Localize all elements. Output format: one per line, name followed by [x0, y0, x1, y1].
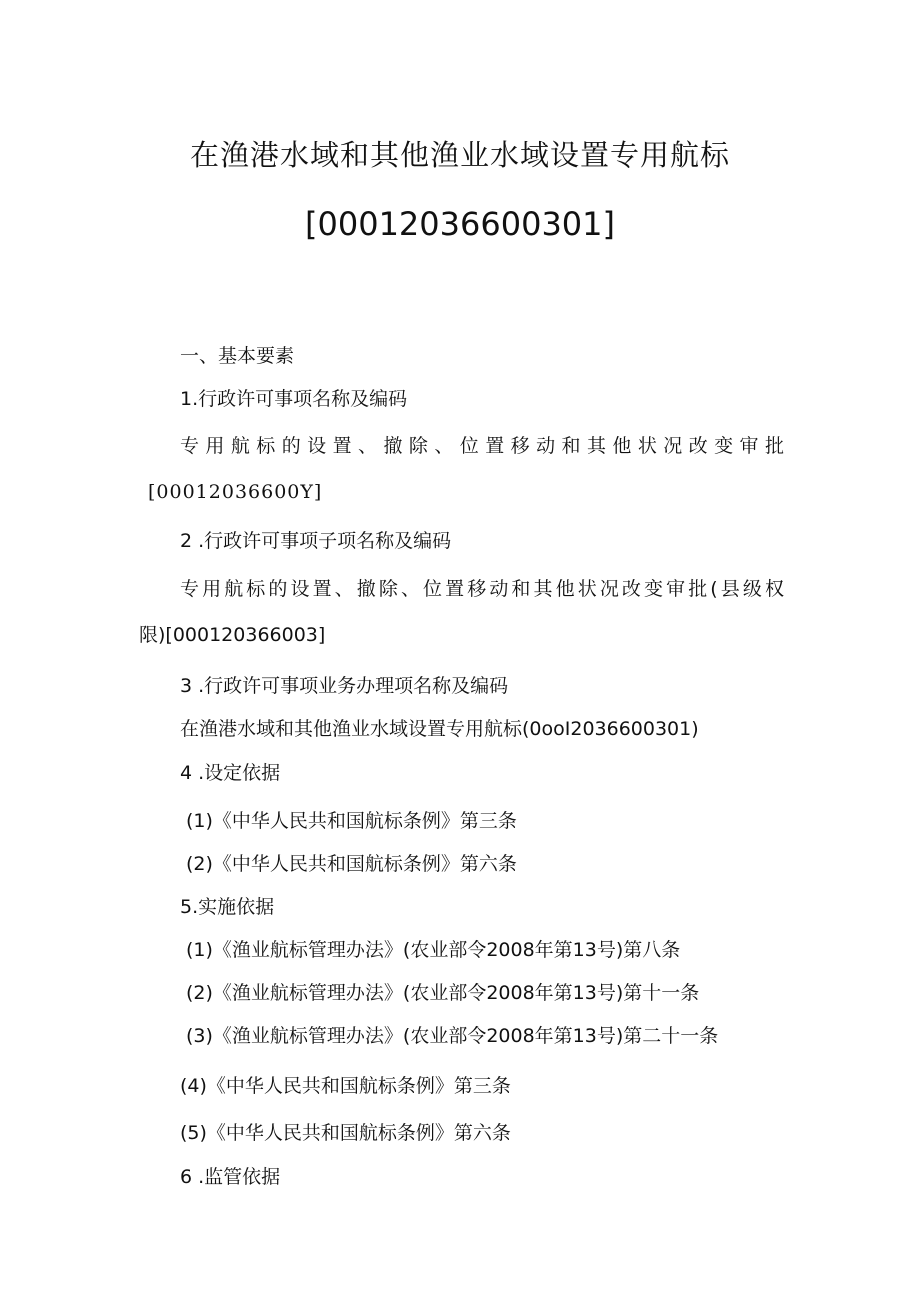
item-4-heading: 4 .设定依据: [180, 762, 281, 784]
item-1-heading: 1.行政许可事项名称及编码: [180, 388, 408, 410]
section-heading-basic-elements: 一、基本要素: [180, 345, 295, 367]
item-6-heading: 6 .监管依据: [180, 1166, 281, 1188]
item-5-basis-5: (5)《中华人民共和国航标条例》第六条: [180, 1122, 511, 1144]
item-2-text-line2: 限)[000120366003]: [139, 624, 326, 646]
item-5-basis-4: (4)《中华人民共和国航标条例》第三条: [180, 1075, 511, 1097]
item-2-text-line1: 专用航标的设置、撤除、位置移动和其他状况改变审批(县级权: [180, 578, 784, 600]
item-1-text-line2: [00012036600Y]: [148, 481, 323, 503]
document-title: 在渔港水域和其他渔业水域设置专用航标: [189, 138, 730, 172]
item-3-heading: 3 .行政许可事项业务办理项名称及编码: [180, 675, 509, 697]
item-5-basis-3: (3)《渔业航标管理办法》(农业部令2008年第13号)第二十一条: [186, 1025, 719, 1047]
item-5-basis-2: (2)《渔业航标管理办法》(农业部令2008年第13号)第十一条: [186, 982, 700, 1004]
item-3-text: 在渔港水域和其他渔业水域设置专用航标(0ooI2036600301): [180, 718, 699, 740]
item-4-basis-1: (1)《中华人民共和国航标条例》第三条: [186, 810, 517, 832]
item-5-basis-1: (1)《渔业航标管理办法》(农业部令2008年第13号)第八条: [186, 939, 681, 961]
document-code: [00012036600301]: [305, 205, 615, 243]
item-5-heading: 5.实施依据: [180, 896, 275, 918]
item-2-heading: 2 .行政许可事项子项名称及编码: [180, 530, 452, 552]
item-1-text-line1: 专用航标的设置、撤除、位置移动和其他状况改变审批: [180, 435, 784, 457]
item-4-basis-2: (2)《中华人民共和国航标条例》第六条: [186, 853, 517, 875]
